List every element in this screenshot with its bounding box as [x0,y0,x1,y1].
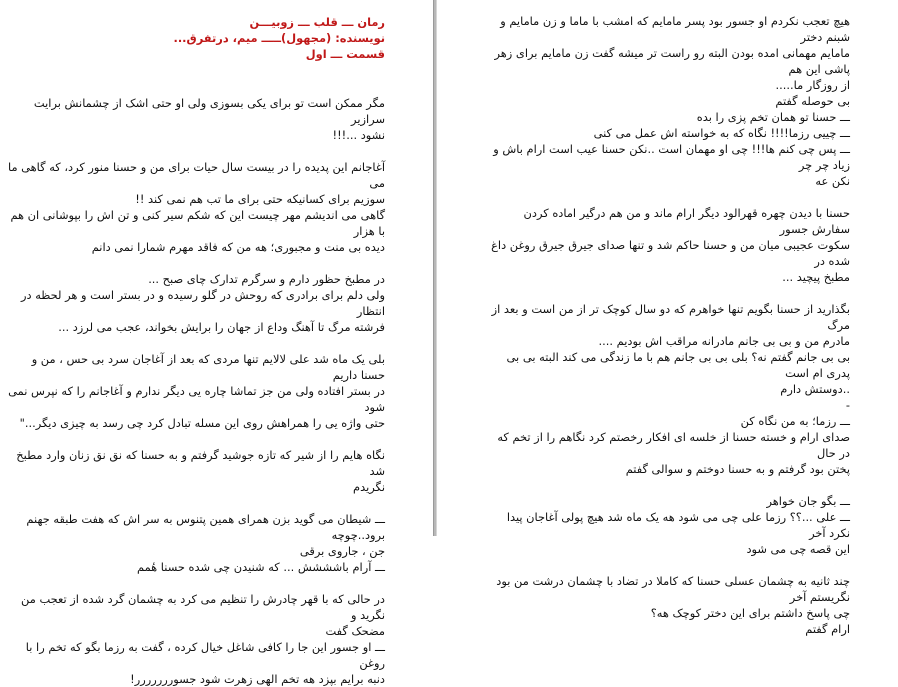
text-line: نشود ...!!! [332,128,385,142]
text-line: بی حوصله گفتم [775,94,850,108]
text-line: مامایم مهمانی امده بودن البته رو راست تر میشه گفت زن مامایم برای زهر پاشی این هم [490,46,850,76]
text-line: حتی واژه یی را همراهش روی این مسله تبادل کرد چی رسد به چیزی دیگر..." [19,416,385,430]
paragraph [6,351,385,431]
text-line: از روزگار ما..... [775,78,850,92]
text-line: جن ، جاروی برقی [299,544,385,558]
text-line: مگر ممکن است تو برای یکی بسوزی ولی او حتی اشک از چشمانش برایت سرازیر [30,96,385,126]
text-line: در حالی که با قهر چادرش را تنظیم می کرد به چشمان گرد شده از تعجب من نگرید و [17,592,385,622]
text-line: ..دوستش دارم [780,382,850,396]
text-line: مادرم من و بی بی جانم مادرانه مراقب اش بودیم .... [598,334,850,348]
text-line: صدای ارام و خسته حسنا از خلسه ای افکار رخصتم کرد نگاهم را از تخم که در حال [493,430,850,460]
text-line: ولی دلم برای برادری که روحش در گلو رسیده و در بستر است و هر لحظه در انتظار [17,288,385,318]
text-line: دیده بی منت و مجبوری؛ هه من که فاقد مهرم شمارا نمی دانم [91,240,385,254]
text-line: در مطبخ حظور دارم و سرگرم تدارک چای صبح ... [148,272,385,286]
text-line: گاهی می اندیشم مهر چیست این که شکم سیر کنی و تن اش را بپوشانی ان هم با هزار [6,208,385,238]
header-part: قسمت ـــ اول [305,47,385,61]
text-line: ارام گفتم [805,622,850,636]
text-line: مطبخ پیچید ... [782,270,850,284]
left-page-body [6,95,385,687]
paragraph [485,301,850,477]
text-line: این قصه چی می شود [746,542,850,556]
text-line: ـــ شیطان می گوید بزن همرای همین پتنوس به سر اش که هفت طبقه جهنم برود..چوچه [22,512,385,542]
right-page [441,0,898,636]
paragraph [485,205,850,285]
text-line: مضحک گفت [325,624,385,638]
text-line: ـــ او جسور این جا را کافی شاغل خیال کرده ، گفت به رزما بگو که تخم را با روغن [22,640,385,670]
text-line: سوزیم برای کسانیکه حتی برای ما تب هم نمی کند !! [135,192,385,206]
text-line: هیچ تعجب نکردم او جسور بود پسر مامایم که امشب با ماما و زن مامایم و شبنم دختر [496,14,850,44]
paragraph [485,13,850,189]
paragraph [6,95,385,143]
text-line: آغاجانم این پدیده را در بیست سال حیات برای من و حسنا منور کرد، که گاهی ما می [4,160,385,190]
text-line: سکوت عجیبی میان من و حسنا حاکم شد و تنها صدای جیرق جیرق روغن داغ شده در [487,238,850,268]
text-line: پختن بود گرفتم و به حسنا دوختم و سوالی گفتم [625,462,850,476]
page-gutter [433,0,437,536]
text-line: نگریدم [353,480,385,494]
paragraph [485,573,850,637]
right-page-body [485,13,850,637]
text-line: نکن عه [815,174,850,188]
text-line: ـــ بگو جان خواهر [766,494,850,508]
text-line: حسنا با دیدن چهره قهرالود دیگر ارام ماند و من هم درگیر اماده کردن سفارش جسور [519,206,850,236]
text-line: چی پاسخ داشتم برای این دختر کوچک هه؟ [650,606,850,620]
text-line: بی بی جانم گفتم نه؟ بلی بی بی جانم هم با ما زندگی می کند البته بی بی پدری ام است [502,350,850,380]
text-line: بگذارید از حسنا بگویم تنها خواهرم که دو سال کوچک تر از من است و بعد از مرگ [488,302,850,332]
paragraph [6,159,385,255]
text-line: بلی یک ماه شد علی لالایم تنها مردی که بعد از آغاجان سرد بی حس ، من و حسنا داریم [28,352,385,382]
paragraph [6,591,385,687]
paragraph [6,447,385,495]
paragraph [6,511,385,575]
text-line: نگاه هایم را از شیر که تازه جوشید گرفتم و به حسنا که نق نق زنان وارد مطبخ شد [12,448,385,478]
text-line: دنبه برایم بپزد هه تخم الهی زهرت شود جسوررررررر! [130,672,385,686]
paragraph [6,271,385,335]
text-line: در بستر افتاده ولی من جز تماشا چاره یی دیگر ندارم و آغاجانم را که نپرس نمی شود [4,384,385,414]
text-line: ـــ آرام باشششش ... که شنیدن چی شده حسنا هٔمم [137,560,385,574]
text-line: ـــ رزما؛ به من نگاه کن [740,414,850,428]
left-page [0,0,429,686]
text-line: ـــ پس چی کنم ها!!! چی او مهمان است ..نکن حسنا عیب است ارام باش و زیاد چر چر [489,142,850,172]
text-line: ـــ علی ...؟؟ رزما علی چی می شود هه یک ماه شد هیچ پولی آغاجان پیدا نکرد آخر [503,510,850,540]
text-line: ـــ حسنا تو همان تخم پزی را بده [696,110,850,124]
header-author: نویسنده: (مجهول)ـــــ میم، درتفرق... [173,31,385,45]
text-line: ـــ چییی رزما!!!! نگاه که به خواسته اش عمل می کنی [593,126,850,140]
chapter-header [85,14,385,62]
text-line: چند ثانیه به چشمان عسلی حسنا که کاملا در تضاد با چشمان درشت من بود نگریستم آخر [492,574,850,604]
paragraph [485,493,850,557]
text-line: - [845,398,850,412]
header-novel-title: رمان ـــ قلب ـــ زوبیـــن [249,15,385,29]
text-line: فرشته مرگ تا آهنگ وداع از جهان را برایش بخواند، عجب می لرزد ... [58,320,385,334]
